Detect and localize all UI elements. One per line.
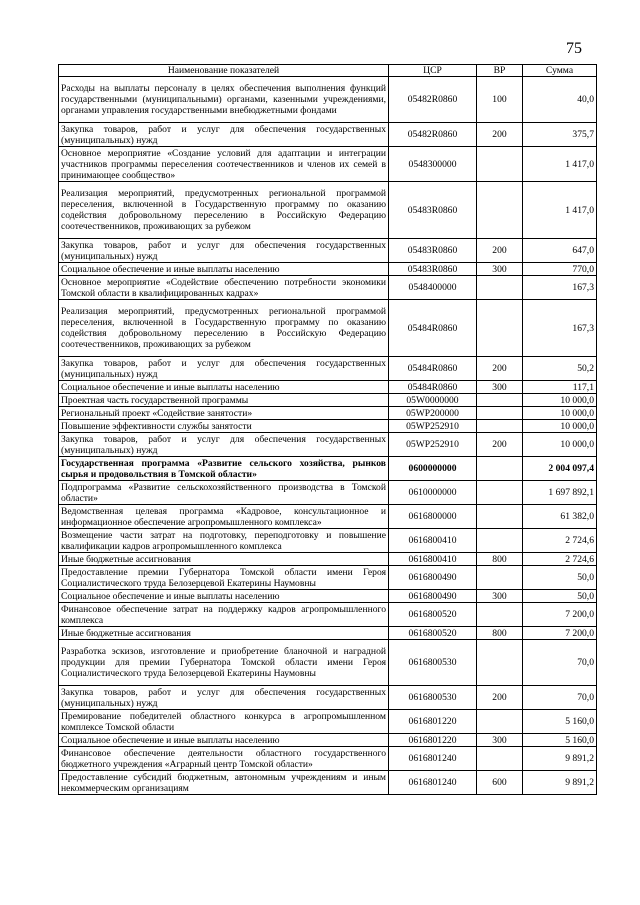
table-row: [59, 300, 597, 357]
row-name-cell: Закупка товаров, работ и услуг для обеспечения государственных (муниципальных) нужд: [59, 433, 389, 457]
row-name-cell: Государственная программа «Развитие сельского хозяйства, рынков сырья и продовольствия в Томской области»: [59, 457, 389, 481]
row-vr-cell: 300: [477, 590, 523, 603]
row-sum-cell: 7 200,0: [523, 603, 597, 627]
row-name-cell: Закупка товаров, работ и услуг для обеспечения государственных (муниципальных) нужд: [59, 686, 389, 710]
page-number: 75: [566, 40, 582, 57]
row-sum-cell: 40,0: [523, 77, 597, 123]
row-vr-cell: 300: [477, 734, 523, 747]
row-vr-cell: [477, 529, 523, 553]
row-vr-cell: [477, 420, 523, 433]
row-sum-cell: 1 697 892,1: [523, 481, 597, 505]
row-sum-cell: 2 724,6: [523, 553, 597, 566]
row-name-cell: Возмещение части затрат на подготовку, переподготовку и повышение квалификации кадров агропромышленного комплекса: [59, 529, 389, 553]
row-sum-cell: 5 160,0: [523, 710, 597, 734]
row-sum-cell: 5 160,0: [523, 734, 597, 747]
table-row: [59, 603, 597, 627]
row-name-cell: Иные бюджетные ассигнования: [59, 553, 389, 566]
row-csr-cell: 0616800520: [389, 627, 477, 640]
row-name-cell: Реализация мероприятий, предусмотренных региональной программой переселения, включенной в Государственную программу по оказанию содействия добровольному переселению в Российскую Федерацию соотечественников, проживающих за рубежом: [59, 300, 389, 357]
row-vr-cell: [477, 182, 523, 239]
row-vr-cell: 300: [477, 263, 523, 276]
row-vr-cell: [477, 505, 523, 529]
row-vr-cell: [477, 457, 523, 481]
row-sum-cell: 647,0: [523, 239, 597, 263]
table-row: [59, 481, 597, 505]
row-vr-cell: [477, 300, 523, 357]
row-csr-cell: 0616800530: [389, 640, 477, 686]
table-row: [59, 263, 597, 276]
row-csr-cell: 0610000000: [389, 481, 477, 505]
header-csr: ЦСР: [389, 65, 477, 77]
table-row: [59, 357, 597, 381]
row-name-cell: Социальное обеспечение и иные выплаты населению: [59, 734, 389, 747]
row-vr-cell: [477, 276, 523, 300]
row-sum-cell: 1 417,0: [523, 147, 597, 182]
row-vr-cell: 600: [477, 771, 523, 795]
row-csr-cell: 0616800410: [389, 553, 477, 566]
table-row: [59, 457, 597, 481]
table-row: [59, 433, 597, 457]
row-vr-cell: [477, 747, 523, 771]
table-row: [59, 276, 597, 300]
row-sum-cell: 770,0: [523, 263, 597, 276]
row-sum-cell: 117,1: [523, 381, 597, 394]
row-csr-cell: 0616800490: [389, 566, 477, 590]
row-csr-cell: 0616800530: [389, 686, 477, 710]
row-vr-cell: 200: [477, 686, 523, 710]
row-vr-cell: [477, 481, 523, 505]
row-name-cell: Проектная часть государственной программы: [59, 394, 389, 407]
row-name-cell: Основное мероприятие «Создание условий для адаптации и интеграции участников программы переселения соотечественников и членов их семей в принимающее сообщество»: [59, 147, 389, 182]
row-name-cell: Основное мероприятие «Содействие обеспечению потребности экономики Томской области в квалифицированных кадрах»: [59, 276, 389, 300]
row-sum-cell: 167,3: [523, 300, 597, 357]
table-row: [59, 147, 597, 182]
table-row: [59, 420, 597, 433]
row-csr-cell: 0600000000: [389, 457, 477, 481]
row-sum-cell: 10 000,0: [523, 420, 597, 433]
row-csr-cell: 05482R0860: [389, 77, 477, 123]
row-csr-cell: 05WP200000: [389, 407, 477, 420]
header-name: Наименование показателей: [59, 65, 389, 77]
table-body: [59, 77, 597, 795]
row-sum-cell: 50,2: [523, 357, 597, 381]
row-sum-cell: 50,0: [523, 590, 597, 603]
row-vr-cell: [477, 640, 523, 686]
row-sum-cell: 2 724,6: [523, 529, 597, 553]
row-vr-cell: 100: [477, 77, 523, 123]
row-csr-cell: 05WP252910: [389, 420, 477, 433]
header-vr: ВР: [477, 65, 523, 77]
table-row: [59, 771, 597, 795]
row-csr-cell: 05484R0860: [389, 357, 477, 381]
row-sum-cell: 10 000,0: [523, 407, 597, 420]
row-csr-cell: 0616801240: [389, 771, 477, 795]
row-csr-cell: 05W0000000: [389, 394, 477, 407]
row-csr-cell: 0616801220: [389, 710, 477, 734]
table-header-row: [59, 65, 597, 77]
row-name-cell: Повышение эффективности службы занятости: [59, 420, 389, 433]
row-vr-cell: 800: [477, 627, 523, 640]
row-name-cell: Социальное обеспечение и иные выплаты населению: [59, 590, 389, 603]
row-name-cell: Ведомственная целевая программа «Кадровое, консультационное и информационное обеспечение агропромышленного комплекса»: [59, 505, 389, 529]
row-name-cell: Расходы на выплаты персоналу в целях обеспечения выполнения функций государственными (муниципальными) органами, казенными учреждениями, органами управления государственными внебюджетными фондами: [59, 77, 389, 123]
row-csr-cell: 05482R0860: [389, 123, 477, 147]
table-row: [59, 566, 597, 590]
table-row: [59, 640, 597, 686]
table-row: [59, 529, 597, 553]
row-sum-cell: 375,7: [523, 123, 597, 147]
row-name-cell: Региональный проект «Содействие занятости»: [59, 407, 389, 420]
row-name-cell: Иные бюджетные ассигнования: [59, 627, 389, 640]
row-csr-cell: 0616800520: [389, 603, 477, 627]
row-vr-cell: 800: [477, 553, 523, 566]
row-name-cell: Премирование победителей областного конкурса в агропромышленном комплексе Томской области: [59, 710, 389, 734]
row-name-cell: Предоставление премии Губернатора Томской области имени Героя Социалистического труда Белозерцевой Екатерины Наумовны: [59, 566, 389, 590]
row-csr-cell: 05483R0860: [389, 239, 477, 263]
row-vr-cell: [477, 147, 523, 182]
table-row: [59, 407, 597, 420]
row-vr-cell: 200: [477, 123, 523, 147]
row-sum-cell: 10 000,0: [523, 433, 597, 457]
row-vr-cell: 200: [477, 357, 523, 381]
row-name-cell: Закупка товаров, работ и услуг для обеспечения государственных (муниципальных) нужд: [59, 239, 389, 263]
row-csr-cell: 0548300000: [389, 147, 477, 182]
table-row: [59, 123, 597, 147]
row-csr-cell: 0616800000: [389, 505, 477, 529]
row-sum-cell: 2 004 097,4: [523, 457, 597, 481]
table-row: [59, 394, 597, 407]
row-name-cell: Подпрограмма «Развитие сельскохозяйственного производства в Томской области»: [59, 481, 389, 505]
row-csr-cell: 0616801220: [389, 734, 477, 747]
row-sum-cell: 9 891,2: [523, 747, 597, 771]
row-vr-cell: 200: [477, 239, 523, 263]
row-sum-cell: 9 891,2: [523, 771, 597, 795]
row-csr-cell: 05484R0860: [389, 381, 477, 394]
row-csr-cell: 05484R0860: [389, 300, 477, 357]
table-row: [59, 747, 597, 771]
row-name-cell: Социальное обеспечение и иные выплаты населению: [59, 263, 389, 276]
row-csr-cell: 0616801240: [389, 747, 477, 771]
table-row: [59, 590, 597, 603]
row-csr-cell: 05483R0860: [389, 182, 477, 239]
row-csr-cell: 05483R0860: [389, 263, 477, 276]
row-vr-cell: [477, 603, 523, 627]
row-name-cell: Разработка эскизов, изготовление и приобретение бланочной и наградной продукции для премии Губернатора Томской области имени Героя Социалистического труда Белозерцевой Екатерины Наумовны: [59, 640, 389, 686]
row-vr-cell: [477, 710, 523, 734]
table-row: [59, 553, 597, 566]
table-row: [59, 505, 597, 529]
row-name-cell: Закупка товаров, работ и услуг для обеспечения государственных (муниципальных) нужд: [59, 357, 389, 381]
row-csr-cell: 0548400000: [389, 276, 477, 300]
row-vr-cell: 300: [477, 381, 523, 394]
row-sum-cell: 50,0: [523, 566, 597, 590]
row-name-cell: Предоставление субсидий бюджетным, автономным учреждениям и иным некоммерческим организациям: [59, 771, 389, 795]
row-csr-cell: 05WP252910: [389, 433, 477, 457]
row-sum-cell: 70,0: [523, 686, 597, 710]
row-vr-cell: [477, 394, 523, 407]
row-csr-cell: 0616800410: [389, 529, 477, 553]
budget-table: [58, 64, 597, 795]
row-sum-cell: 61 382,0: [523, 505, 597, 529]
table-row: [59, 710, 597, 734]
row-vr-cell: 200: [477, 433, 523, 457]
row-name-cell: Финансовое обеспечение затрат на поддержку кадров агропромышленного комплекса: [59, 603, 389, 627]
header-sum: Сумма: [523, 65, 597, 77]
row-sum-cell: 10 000,0: [523, 394, 597, 407]
row-sum-cell: 1 417,0: [523, 182, 597, 239]
row-name-cell: Закупка товаров, работ и услуг для обеспечения государственных (муниципальных) нужд: [59, 123, 389, 147]
table-row: [59, 77, 597, 123]
table-row: [59, 239, 597, 263]
row-sum-cell: 70,0: [523, 640, 597, 686]
row-name-cell: Социальное обеспечение и иные выплаты населению: [59, 381, 389, 394]
row-vr-cell: [477, 407, 523, 420]
table-row: [59, 686, 597, 710]
row-name-cell: Реализация мероприятий, предусмотренных региональной программой переселения, включенной в Государственную программу по оказанию содействия добровольному переселению в Российскую Федерацию соотечественников, проживающих за рубежом: [59, 182, 389, 239]
table-row: [59, 734, 597, 747]
row-sum-cell: 7 200,0: [523, 627, 597, 640]
table-row: [59, 381, 597, 394]
row-sum-cell: 167,3: [523, 276, 597, 300]
row-csr-cell: 0616800490: [389, 590, 477, 603]
table-row: [59, 182, 597, 239]
row-name-cell: Финансовое обеспечение деятельности областного государственного бюджетного учреждения «Аграрный центр Томской области»: [59, 747, 389, 771]
row-vr-cell: [477, 566, 523, 590]
table-row: [59, 627, 597, 640]
